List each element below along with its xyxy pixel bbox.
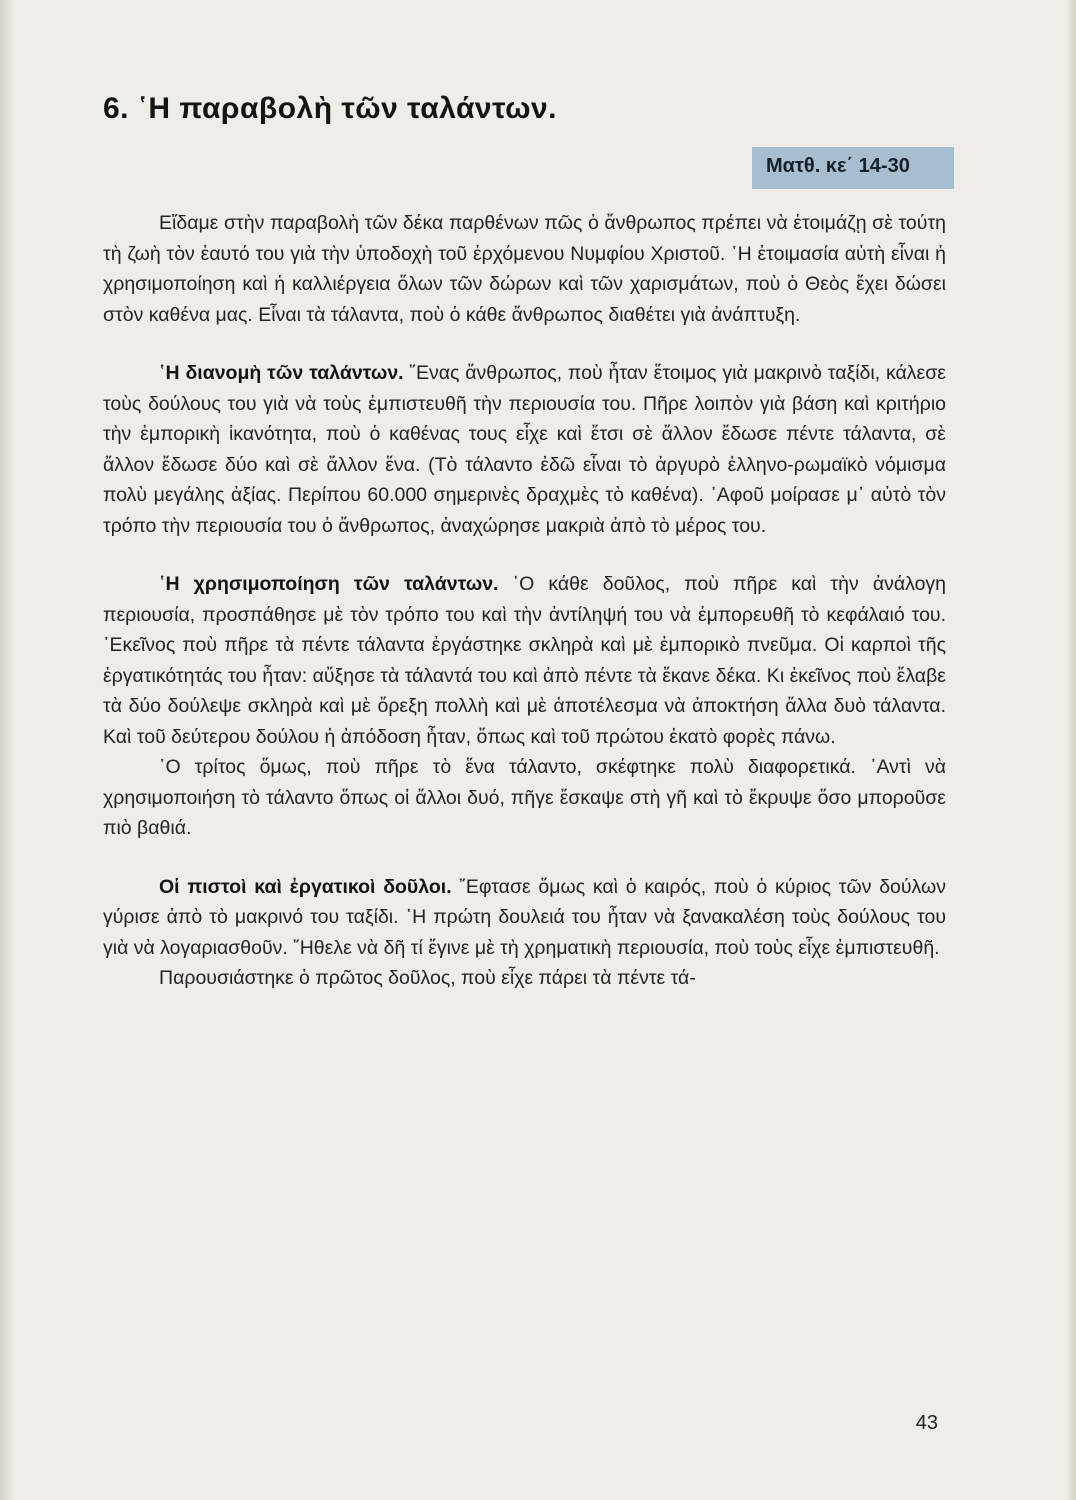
chapter-title: 6. ῾Η παραβολὴ τῶν ταλάντων. <box>103 92 558 125</box>
paragraph-faithful-servants <box>103 872 946 964</box>
paragraph-intro <box>103 208 946 330</box>
paragraph-text: ῎Εφτασε ὅμως καὶ ὁ καιρός, ποὺ ὁ κύριος τῶν δούλων γύρισε ἀπὸ τὸ μακρινό του ταξίδι. ῾Η πρώτη δουλειά του ἦταν νὰ ξανακαλέση τοὺς δούλους του γιὰ νὰ λογαριασθοῦν. ῎Ηθελε νὰ δῆ τί ἔγινε μὲ τὴ χρηματικὴ περιουσία, ποὺ τοὺς εἶχε ἐμπιστευθῆ. <box>103 875 946 959</box>
paragraph-third-servant <box>103 752 946 844</box>
paragraph-text: Εἴδαμε στὴν παραβολὴ τῶν δέκα παρθένων πῶς ὁ ἄνθρωπος πρέπει νὰ ἑτοιμάζῃ σὲ τούτη τὴ ζωὴ τὸν ἑαυτό του γιὰ τὴν ὑποδοχὴ τοῦ ἐρχόμενου Νυμφίου Χριστοῦ. ῾Η ἑτοιμασία αὐτὴ εἶναι ἡ χρησιμοποίηση καὶ ἡ καλλιέργεια ὅλων τῶν δώρων καὶ τῶν χαρισμάτων, ποὺ ὁ Θεὸς ἔχει δώσει στὸν καθένα μας. Εἶναι τὰ τάλαντα, ποὺ ὁ κάθε ἄνθρωπος διαθέτει γιὰ ἀνάπτυξη. <box>103 212 946 326</box>
paragraph-first-servant <box>103 963 946 994</box>
section-heading-faithful: Οἱ πιστοὶ καὶ ἐργατικοὶ δοῦλοι. <box>159 875 452 898</box>
scripture-reference: Ματθ. κε΄ 14-30 <box>752 147 954 189</box>
section-heading-use: ῾Η χρησιμοποίηση τῶν ταλάντων. <box>159 573 499 595</box>
paragraph-text: Παρουσιάστηκε ὁ πρῶτος δοῦλος, ποὺ εἶχε πάρει τὰ πέντε τά- <box>159 967 696 989</box>
paragraph-distribution <box>103 358 946 541</box>
paragraph-text: ῞Ενας ἄνθρωπος, ποὺ ἦταν ἕτοιμος γιὰ μακρινὸ ταξίδι, κάλεσε τοὺς δούλους του γιὰ νὰ τοὺς ἐμπιστευθῆ τὴν περιουσία του. Πῆρε λοιπὸν γιὰ βάση καὶ κριτήριο τὴν ἐμπορικὴ ἱκανότητα, ποὺ ὁ καθένας τους εἶχε καὶ ἔτσι σὲ ἄλλον ἔδωσε πέντε τάλαντα, σὲ ἄλλον ἔδωσε δύο καὶ σὲ ἄλλον ἕνα. (Τὸ τάλαντο ἐδῶ εἶναι τὸ ἀργυρὸ ἑλληνο-ρωμαϊκὸ νόμισμα πολὺ μεγάλης ἀξίας. Περίπου 60.000 σημερινὲς δραχμὲς τὸ καθένα). ᾿Αφοῦ μοίρασε μ᾿ αὐτὸ τὸν τρόπο τὴν περιουσία του ὁ ἄνθρωπος, ἀναχώρησε μακριὰ ἀπὸ τὸ μέρος του. <box>103 362 946 537</box>
body-text <box>103 208 946 994</box>
page-number: 43 <box>915 1412 938 1434</box>
paragraph-text: ῾Ο κάθε δοῦλος, ποὺ πῆρε καὶ τὴν ἀνάλογη περιουσία, προσπάθησε μὲ τὸν τρόπο του καὶ τὴν ἀντίληψή του νὰ ἐμπορευθῆ τὸ κεφάλαιό του. ᾿Εκεῖνος ποὺ πῆρε τὰ πέντε τάλαντα ἐργάστηκε σκληρὰ καὶ μὲ ἐμπορικὸ πνεῦμα. Οἱ καρποὶ τῆς ἐργατικότητάς του ἦταν: αὔξησε τὰ τάλαντά του καὶ ἀπὸ πέντε τὰ ἔκανε δέκα. Κι ἐκεῖνος ποὺ ἔλαβε τὰ δύο δούλεψε σκληρὰ καὶ μὲ ὄρεξη πολλὴ καὶ μὲ ἀποτέλεσμα νὰ ἀποκτήση ἄλλα δυὸ τάλαντα. Καὶ τοῦ δεύτερου δούλου ἡ ἀπόδοση ἦταν, ὅπως καὶ τοῦ πρώτου ἑκατὸ φορὲς πάνω. <box>103 573 947 748</box>
paragraph-text: ῾Ο τρίτος ὅμως, ποὺ πῆρε τὸ ἕνα τάλαντο, σκέφτηκε πολὺ διαφορετικά. ᾿Αντὶ νὰ χρησιμοποιήση τὸ τάλαντο ὅπως οἱ ἄλλοι δυό, πῆγε ἔσκαψε στὴ γῆ καὶ τὸ ἔκρυψε ὅσο μποροῦσε πιὸ βαθιά. <box>103 756 946 839</box>
paragraph-use <box>103 569 946 752</box>
section-heading-distribution: ῾Η διανομὴ τῶν ταλάντων. <box>159 362 404 384</box>
